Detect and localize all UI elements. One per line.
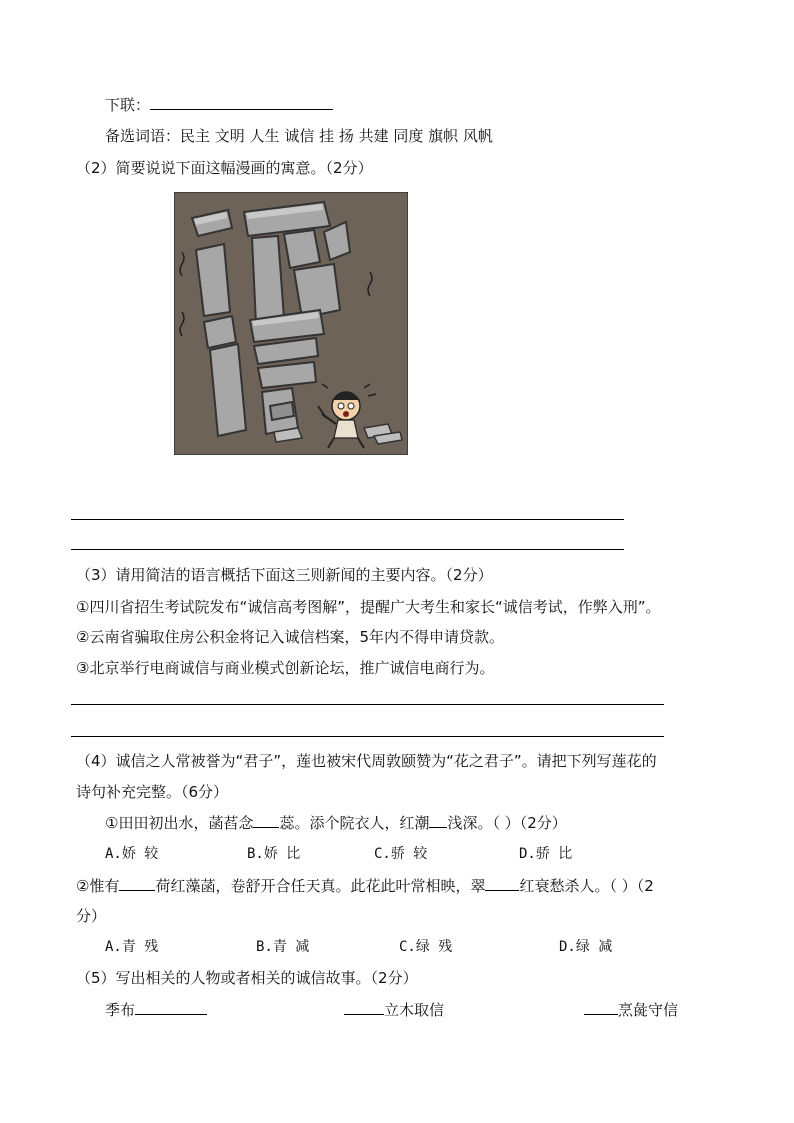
item2-text-b: 荷红藻菡，卷舒开合任天真。此花此叶常相映，翠 [155, 877, 486, 895]
q5-c-text: 烹彘守信 [618, 1001, 679, 1019]
item1-text-c: 浅深。（ ）（2分） [447, 814, 567, 832]
person-body [334, 420, 358, 438]
q5-item-c [584, 1000, 678, 1020]
q5-a-blank[interactable] [135, 1000, 207, 1015]
item2-blank-2[interactable] [485, 876, 519, 891]
answer-line[interactable] [71, 549, 624, 550]
q5-prompt: （5）写出相关的人物或者相关的诚信故事。（2分） [76, 969, 418, 987]
q5-b-text: 立木取信 [384, 1001, 445, 1019]
option-a[interactable]: A.娇 较 [105, 846, 159, 862]
option-d[interactable]: D.骄 比 [519, 846, 573, 862]
item1-text-a: ①田田初出水，菡萏念 [105, 814, 254, 832]
option-b[interactable]: B.青 减 [256, 939, 310, 955]
answer-line[interactable] [71, 704, 664, 705]
xialian-line [105, 95, 333, 115]
option-d[interactable]: D.绿 减 [559, 939, 613, 955]
item2-blank-1[interactable] [119, 876, 155, 891]
item1-text-b: 蕊。添个院衣人，红潮 [279, 814, 430, 832]
news-item-1: ①四川省招生考试院发布“诚信高考图解”，提醒广大考生和家长“诚信考试，作弊入刑”。 [76, 598, 661, 616]
q5-item-b [344, 1000, 444, 1020]
q2-prompt: （2）简要说说下面这幅漫画的寓意。（2分） [76, 159, 373, 177]
option-a[interactable]: A.青 残 [105, 939, 159, 955]
option-c[interactable]: C.骄 较 [374, 846, 428, 862]
news-item-2: ②云南省骗取住房公积金将记入诚信档案，5年内不得申请贷款。 [76, 628, 504, 646]
q5-item-a [105, 1000, 207, 1020]
q5-c-blank[interactable] [584, 1000, 618, 1015]
item2-text-a: ②惟有 [76, 877, 120, 895]
option-b[interactable]: B.娇 比 [247, 846, 301, 862]
option-c[interactable]: C.绿 残 [399, 939, 453, 955]
item2-text-c: 红衰愁杀人。（ ）（2 [519, 877, 654, 895]
q4-item2-wrap: 分） [76, 907, 107, 925]
candidates-words: 民主 文明 人生 诚信 挂 扬 共建 同度 旗帜 风帆 [180, 127, 493, 145]
candidates-line [105, 126, 493, 146]
q4-prompt-line2: 诗句补充完整。（6分） [76, 783, 229, 801]
item1-blank-1[interactable] [253, 813, 279, 828]
xialian-label: 下联： [105, 96, 151, 114]
answer-line[interactable] [71, 519, 624, 520]
q5-b-blank[interactable] [344, 1000, 384, 1015]
integrity-cartoon [174, 192, 408, 455]
q5-a-text: 季布 [105, 1001, 136, 1019]
candidates-label: 备选词语： [105, 127, 181, 145]
news-item-3: ③北京举行电商诚信与商业模式创新论坛，推广诚信电商行为。 [76, 659, 495, 677]
q4-item1 [105, 813, 567, 833]
q3-prompt: （3）请用简洁的语言概括下面这三则新闻的主要内容。（2分） [76, 566, 493, 584]
item1-blank-2[interactable] [429, 813, 447, 828]
q4-prompt-line1: （4）诚信之人常被誉为“君子”，莲也被宋代周敦颐赞为“花之君子”。请把下列写莲花的 [76, 752, 657, 770]
xialian-blank[interactable] [150, 95, 333, 110]
q4-item2 [76, 876, 654, 896]
answer-line[interactable] [71, 736, 664, 737]
